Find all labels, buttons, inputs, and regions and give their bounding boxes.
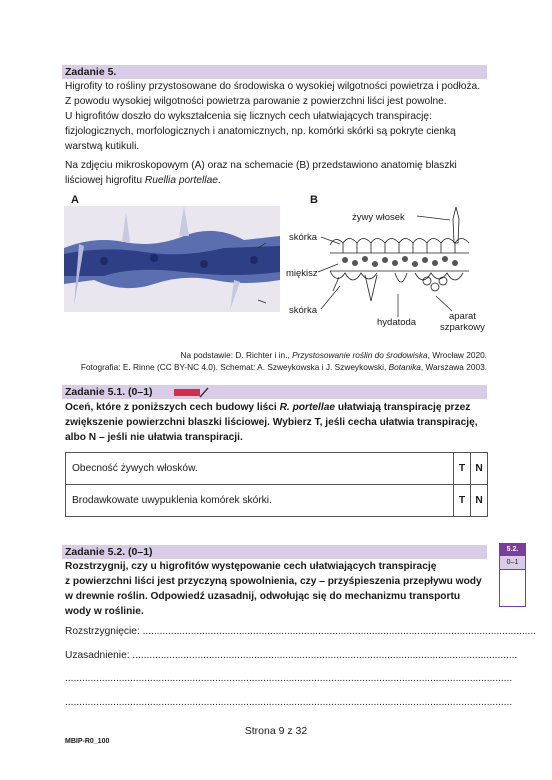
page-number: Strona 9 z 32 <box>244 725 308 737</box>
task51-line-3: albo N – jeśli nie ułatwia transpiracji. <box>65 432 243 443</box>
exam-code: MBIP-R0_100 <box>65 738 110 745</box>
label-epidermis-bottom: skórka <box>289 305 317 316</box>
justification-line-2[interactable]: .............................................................................................................................................................. <box>65 673 513 684</box>
figure-a-label: A <box>71 194 79 206</box>
score-box-range: 0–1 <box>500 556 525 570</box>
label-epidermis-top: skórka <box>289 232 317 243</box>
task52-line: z powierzchni liści jest przyczyną spowolnienia, czy – przyśpieszenia przepływu wody <box>65 576 482 587</box>
task51-instruction <box>65 400 478 445</box>
figure-intro-line2: liściowej higrofitu Ruellia portellae. <box>65 175 221 186</box>
intro-line: Z powodu wysokiej wilgotności powietrza parowanie z powierzchni liści jest powolne. <box>65 96 447 107</box>
true-option[interactable]: T <box>454 453 471 485</box>
justification-line-3[interactable]: .............................................................................................................................................................. <box>65 697 513 708</box>
statement-cell: Obecność żywych włosków. <box>66 453 454 485</box>
task51-line-2: zwiększenie powierzchni blaszki liściowej. Wybierz T, jeśli cecha ułatwia transpirację, <box>65 417 478 428</box>
label-living-hair: żywy włosek <box>352 212 405 223</box>
label-hydathode: hydatoda <box>377 317 417 328</box>
task52-line: wody w roślinie. <box>65 606 144 617</box>
task52-instruction <box>65 559 482 619</box>
source-citation <box>65 349 487 373</box>
score-box <box>499 543 526 607</box>
justification-line[interactable]: Uzasadnienie: ........................................................................................................................................ <box>65 650 518 661</box>
statement-cell: Brodawkowate uwypuklenia komórek skórki. <box>66 485 454 517</box>
true-option[interactable]: T <box>454 485 471 517</box>
task51-header: Zadanie 5.1. (0–1) <box>62 385 487 399</box>
figure-intro-line1: Na zdjęciu mikroskopowym (A) oraz na schemacie (B) przedstawiono anatomię blaszki <box>65 160 457 171</box>
task5-header: Zadanie 5. <box>62 65 487 79</box>
label-mesophyll: miękisz <box>286 268 318 279</box>
source-line-2: Fotografia: E. Rinne (CC BY-NC 4.0). Schemat: A. Szweykowska i J. Szweykowski, Botanika, Warszawa 2003. <box>80 362 487 372</box>
false-option[interactable]: N <box>471 453 488 485</box>
score-box-task: 5.2. <box>500 544 525 556</box>
label-stomatal-apparatus: aparat szparkowy <box>440 311 485 333</box>
intro-line: warstwą kutikuli. <box>65 141 140 152</box>
false-option[interactable]: N <box>471 485 488 517</box>
intro-line: U higrofitów doszło do wykształcenia się licznych cech ułatwiających transpirację: <box>65 111 432 122</box>
source-line-1: Na podstawie: D. Richter i in., Przystosowanie roślin do środowiska, Wrocław 2020. <box>180 350 487 360</box>
task52-line: w drewnie roślin. Odpowiedź uzasadnij, odwołując się do mechanizmu transportu <box>65 591 461 602</box>
figure-b-label: B <box>310 194 318 206</box>
task52-line: Rozstrzygnij, czy u higrofitów występowanie cech ułatwiających transpirację <box>65 561 437 572</box>
true-false-table <box>65 452 488 517</box>
task52-header: Zadanie 5.2. (0–1) <box>62 545 487 559</box>
intro-line: fizjologicznych, morfologicznych i anatomicznych, np. komórki skórki są pokryte cienką <box>65 126 456 137</box>
intro-line: Higrofity to rośliny przystosowane do środowiska o wysokiej wilgotności powietrza i podłoża. <box>65 81 481 92</box>
task51-line-1: Oceń, które z poniższych cech budowy liści R. portellae ułatwiają transpirację przez <box>65 402 471 413</box>
table-row <box>66 485 488 517</box>
answer-line[interactable]: Rozstrzygnięcie: ........................................................................................................................................... <box>65 626 537 637</box>
difficulty-marker-icon <box>174 387 214 398</box>
table-row <box>66 453 488 485</box>
